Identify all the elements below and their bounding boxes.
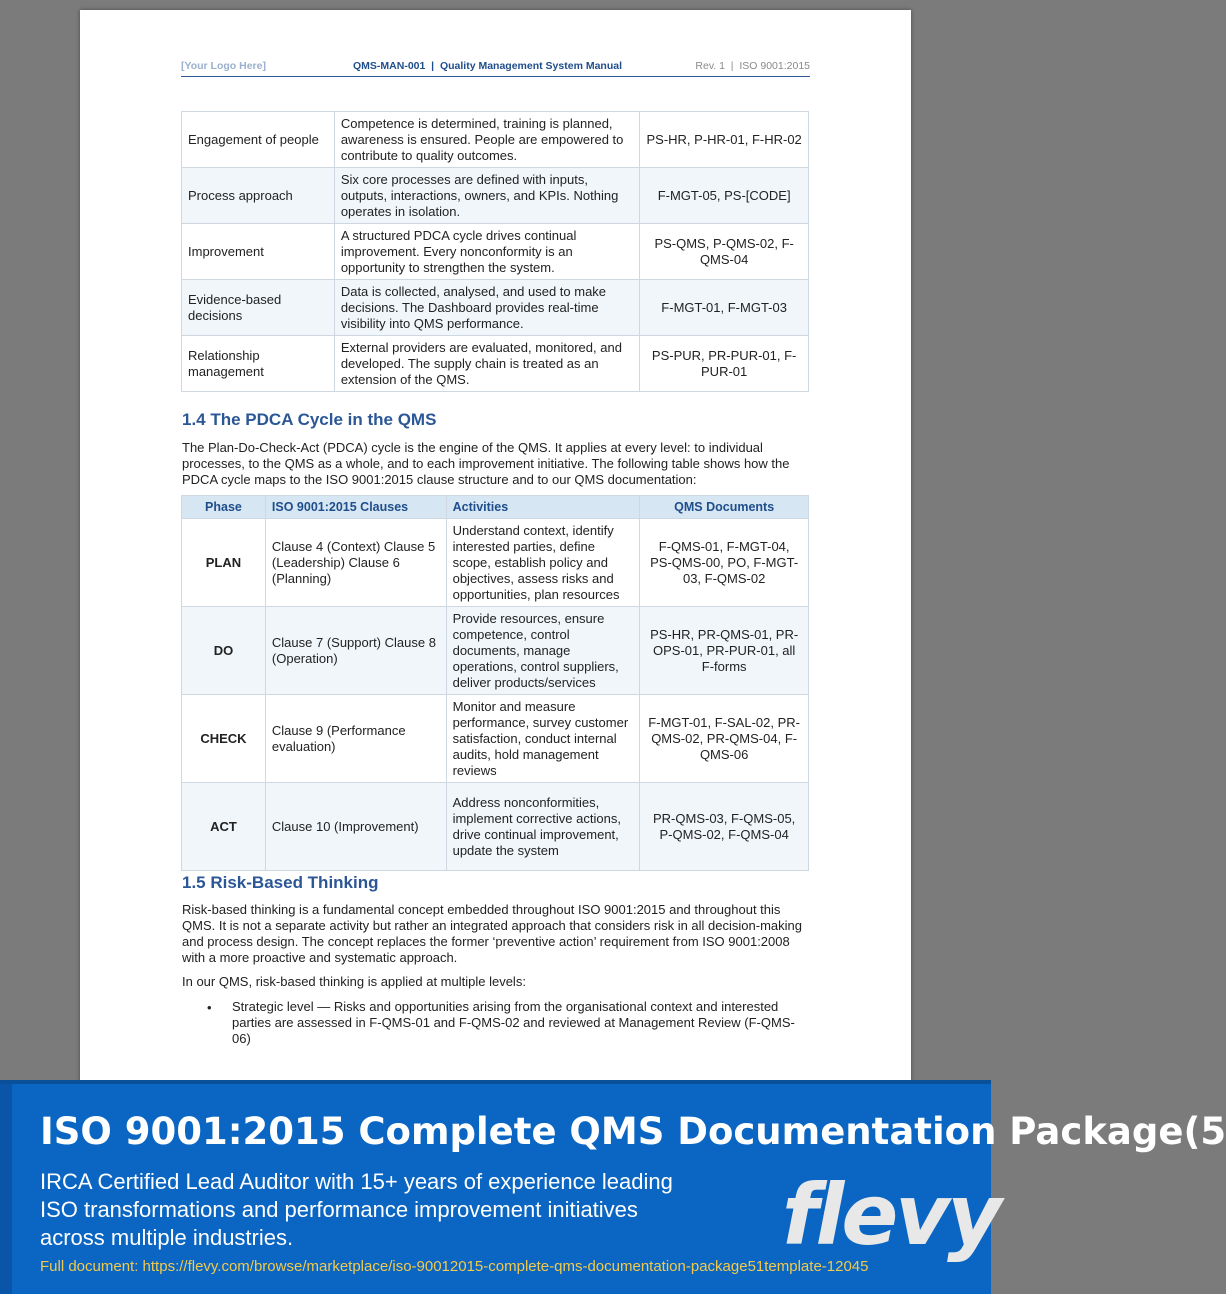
document-page — [80, 10, 911, 1090]
activities-cell: Provide resources, ensure competence, control documents, manage operations, control suppliers, deliver products/services — [446, 607, 640, 695]
column-header: Phase — [182, 496, 266, 519]
principle-documents: PS-HR, P-HR-01, F-HR-02 — [640, 112, 809, 168]
principle-name: Evidence-based decisions — [182, 280, 335, 336]
bullet-marker: • — [207, 1000, 212, 1015]
banner-subtitle: IRCA Certified Lead Auditor with 15+ years of experience leading ISO transformations and performance improvement initiatives across multiple industries. — [40, 1169, 673, 1250]
principle-documents: F-MGT-05, PS-[CODE] — [640, 168, 809, 224]
column-header: QMS Documents — [640, 496, 809, 519]
section-heading-pdca: 1.4 The PDCA Cycle in the QMS — [182, 410, 437, 429]
clauses-cell: Clause 9 (Performance evaluation) — [265, 695, 446, 783]
documents-cell: F-MGT-01, F-SAL-02, PR-QMS-02, PR-QMS-04, F-QMS-06 — [640, 695, 809, 783]
principle-description: Data is collected, analysed, and used to make decisions. The Dashboard provides real-time visibility into QMS performance. — [334, 280, 639, 336]
table-row — [182, 112, 809, 168]
table-row — [182, 695, 809, 783]
table-row — [182, 280, 809, 336]
revision-label: Rev. 1 | ISO 9001:2015 — [695, 60, 810, 72]
principle-documents: PS-QMS, P-QMS-02, F-QMS-04 — [640, 224, 809, 280]
principle-name: Relationship management — [182, 336, 335, 392]
phase-cell: CHECK — [182, 695, 266, 783]
principle-documents: PS-PUR, PR-PUR-01, F-PUR-01 — [640, 336, 809, 392]
principle-name: Improvement — [182, 224, 335, 280]
phase-cell: DO — [182, 607, 266, 695]
table-row — [182, 224, 809, 280]
documents-cell: F-QMS-01, F-MGT-04, PS-QMS-00, PO, F-MGT-03, F-QMS-02 — [640, 519, 809, 607]
principles-table — [181, 111, 809, 392]
principle-description: Six core processes are defined with inputs, outputs, interactions, owners, and KPIs. Nothing operates in isolation. — [334, 168, 639, 224]
logo-placeholder: [Your Logo Here] — [181, 60, 266, 72]
table-row — [182, 519, 809, 607]
clauses-cell: Clause 4 (Context) Clause 5 (Leadership) Clause 6 (Planning) — [265, 519, 446, 607]
flevy-logo: flevy — [782, 1166, 999, 1264]
risk-levels-intro: In our QMS, risk-based thinking is applied at multiple levels: — [182, 974, 526, 989]
documents-cell: PS-HR, PR-QMS-01, PR-OPS-01, PR-PUR-01, all F-forms — [640, 607, 809, 695]
promo-banner — [0, 1080, 1226, 1294]
bullet-strategic-level: Strategic level — Risks and opportunities arising from the organisational context and interested parties are assessed in F-QMS-01 and F-QMS-02 and reviewed at Management Review (F-QMS-06) — [232, 999, 795, 1046]
clauses-cell: Clause 7 (Support) Clause 8 (Operation) — [265, 607, 446, 695]
activities-cell: Monitor and measure performance, survey customer satisfaction, conduct internal audits, hold management reviews — [446, 695, 640, 783]
documents-cell: PR-QMS-03, F-QMS-05, P-QMS-02, F-QMS-04 — [640, 783, 809, 871]
risk-paragraph: Risk-based thinking is a fundamental concept embedded throughout ISO 9001:2015 and throughout this QMS. It is not a separate activity but rather an integrated approach that considers risk in all decision-making and process design. The concept replaces the former ‘preventive action’ requirement from ISO 9001:2008 with a more proactive and systematic approach. — [182, 902, 802, 965]
page-header — [181, 60, 810, 77]
principle-description: Competence is determined, training is planned, awareness is ensured. People are empowered to contribute to quality outcomes. — [334, 112, 639, 168]
principle-name: Process approach — [182, 168, 335, 224]
principle-name: Engagement of people — [182, 112, 335, 168]
banner-edge — [0, 1084, 12, 1294]
principle-description: External providers are evaluated, monitored, and developed. The supply chain is treated as an extension of the QMS. — [334, 336, 639, 392]
section-heading-risk: 1.5 Risk-Based Thinking — [182, 873, 379, 892]
table-row — [182, 168, 809, 224]
activities-cell: Understand context, identify interested parties, define scope, establish policy and objectives, assess risks and opportunities, plan resources — [446, 519, 640, 607]
principle-documents: F-MGT-01, F-MGT-03 — [640, 280, 809, 336]
clauses-cell: Clause 10 (Improvement) — [265, 783, 446, 871]
document-link[interactable]: Full document: https://flevy.com/browse/marketplace/iso-90012015-complete-qms-documentation-package51template-12045 — [40, 1258, 869, 1275]
column-header: Activities — [446, 496, 640, 519]
column-header: ISO 9001:2015 Clauses — [265, 496, 446, 519]
principle-description: A structured PDCA cycle drives continual improvement. Every nonconformity is an opportunity to strengthen the system. — [334, 224, 639, 280]
table-row — [182, 783, 809, 871]
pdca-table — [181, 495, 809, 871]
phase-cell: ACT — [182, 783, 266, 871]
table-row — [182, 607, 809, 695]
banner-title: ISO 9001:2015 Complete QMS Documentation Package(5 — [40, 1110, 1226, 1153]
phase-cell: PLAN — [182, 519, 266, 607]
activities-cell: Address nonconformities, implement corrective actions, drive continual improvement, update the system — [446, 783, 640, 871]
table-header-row — [182, 496, 809, 519]
table-row — [182, 336, 809, 392]
pdca-intro: The Plan-Do-Check-Act (PDCA) cycle is the engine of the QMS. It applies at every level: to individual processes, to the QMS as a whole, and to each improvement initiative. The following table shows how the PDCA cycle maps to the ISO 9001:2015 clause structure and to our QMS documentation: — [182, 440, 790, 487]
document-id: QMS-MAN-001 | Quality Management System Manual — [353, 60, 622, 72]
